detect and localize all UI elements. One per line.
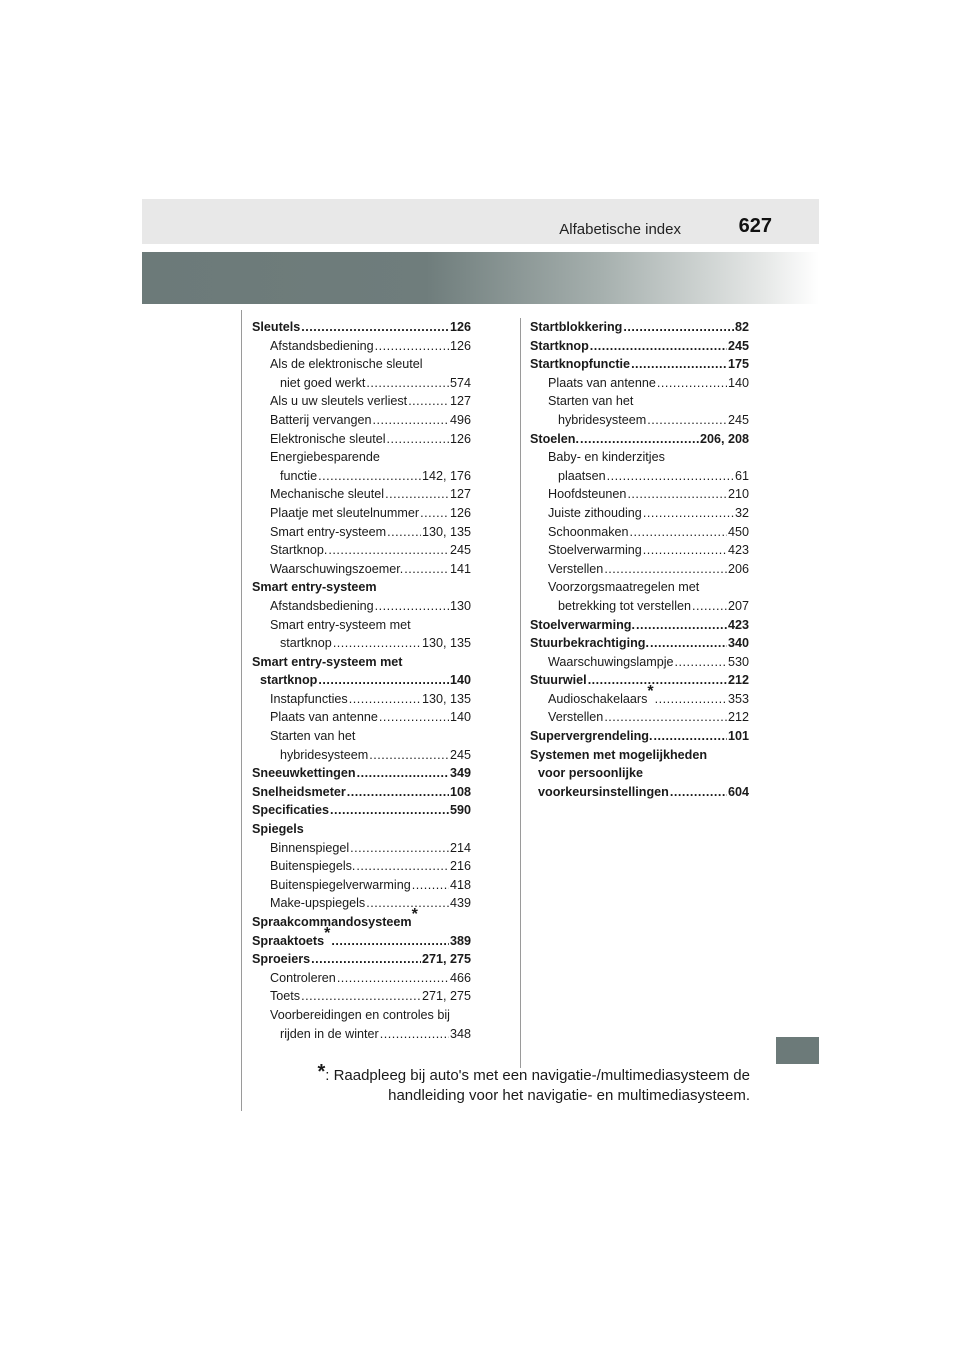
page-reference: 175 xyxy=(727,357,749,372)
leader-dots xyxy=(412,876,449,895)
entry-term: Energiebesparende xyxy=(270,450,380,465)
index-subentry xyxy=(252,560,471,579)
entry-term: voor persoonlijke xyxy=(538,766,643,781)
header-bar xyxy=(142,199,819,244)
leader-dots xyxy=(643,541,727,560)
index-entry xyxy=(252,950,471,969)
index-entry xyxy=(252,318,471,337)
index-subentry xyxy=(252,392,471,411)
entry-term: Als de elektronische sleutel xyxy=(270,357,423,372)
entry-term: Buitenspiegelverwarming xyxy=(270,877,411,892)
page-reference: 108 xyxy=(449,784,471,799)
entry-term: functie xyxy=(280,468,318,483)
index-subentry xyxy=(530,467,749,486)
entry-term: Elektronische sleutel xyxy=(270,431,386,446)
index-entry xyxy=(530,764,749,783)
entry-term: Plaats van antenne xyxy=(270,710,378,725)
index-entry xyxy=(530,355,749,374)
index-column-left xyxy=(252,318,471,1043)
leader-dots xyxy=(385,485,449,504)
leader-dots xyxy=(675,653,727,672)
leader-dots xyxy=(588,671,727,690)
index-subentry xyxy=(252,746,471,765)
page-reference: 212 xyxy=(727,710,749,725)
entry-term: Baby- en kinderzitjes xyxy=(548,450,665,465)
page-reference: 245 xyxy=(727,412,749,427)
leader-dots xyxy=(655,690,727,709)
index-subentry xyxy=(252,1006,471,1025)
entry-term: Stuurwiel xyxy=(530,673,587,688)
entry-term: Controleren xyxy=(270,970,336,985)
page-reference: 140 xyxy=(727,375,749,390)
leader-dots xyxy=(670,783,727,802)
asterisk-marker: * xyxy=(324,924,331,942)
entry-term: Plaatje met sleutelnummer xyxy=(270,505,420,520)
index-subentry xyxy=(252,597,471,616)
leader-dots xyxy=(356,857,449,876)
leader-dots xyxy=(369,746,449,765)
page-reference: 207 xyxy=(727,598,749,613)
entry-term: Stoelen. xyxy=(530,431,579,446)
leader-dots xyxy=(657,374,727,393)
leader-dots xyxy=(366,374,449,393)
entry-term: startknop xyxy=(260,673,318,688)
entry-term: Schoonmaken xyxy=(548,524,629,539)
entry-term: Sneeuwkettingen xyxy=(252,766,356,781)
page-reference: 141 xyxy=(449,561,471,576)
index-entry xyxy=(252,783,471,802)
page-reference: 496 xyxy=(449,412,471,427)
leader-dots xyxy=(387,523,421,542)
index-subentry xyxy=(252,634,471,653)
entry-term: Stoelverwarming. xyxy=(530,617,635,632)
index-entry xyxy=(252,764,471,783)
index-entry xyxy=(252,906,471,932)
entry-term: Smart entry-systeem met xyxy=(270,617,411,632)
page-reference: 604 xyxy=(727,784,749,799)
entry-term: Toets xyxy=(270,989,301,1004)
index-subentry xyxy=(252,690,471,709)
entry-term: Audioschakelaars* xyxy=(548,682,654,706)
entry-term: Als u uw sleutels verliest xyxy=(270,394,408,409)
leader-dots xyxy=(337,969,449,988)
index-entry xyxy=(530,783,749,802)
leader-dots xyxy=(318,467,421,486)
index-subentry xyxy=(530,708,749,727)
index-subentry xyxy=(252,523,471,542)
index-subentry xyxy=(530,411,749,430)
page-number: 627 xyxy=(738,215,772,237)
entry-term: Binnenspiegel xyxy=(270,840,350,855)
entry-term: Waarschuwingslampje xyxy=(548,654,674,669)
entry-term: Buitenspiegels. xyxy=(270,859,356,874)
entry-term: betrekking tot verstellen xyxy=(558,598,692,613)
page-reference: 32 xyxy=(734,505,749,520)
index-entry xyxy=(530,634,749,653)
index-subentry xyxy=(530,392,749,411)
index-subentry xyxy=(252,839,471,858)
index-subentry xyxy=(252,504,471,523)
index-subentry xyxy=(252,448,471,467)
leader-dots xyxy=(590,337,727,356)
page-reference: 127 xyxy=(449,487,471,502)
index-subentry xyxy=(252,876,471,895)
index-entry xyxy=(530,727,749,746)
entry-term: Voorzorgsmaatregelen met xyxy=(548,580,700,595)
leader-dots xyxy=(318,671,449,690)
entry-term: Batterij vervangen xyxy=(270,412,372,427)
chapter-tab-marker xyxy=(776,1037,819,1064)
page-reference: 340 xyxy=(727,636,749,651)
index-entry xyxy=(252,924,471,951)
entry-term: Spraakcommandosysteem* xyxy=(252,906,418,929)
leader-dots xyxy=(301,987,421,1006)
leader-dots xyxy=(366,894,449,913)
entry-term: Startknopfunctie xyxy=(530,357,631,372)
index-entry xyxy=(252,578,471,597)
entry-term: Sleutels xyxy=(252,320,301,334)
index-subentry xyxy=(252,969,471,988)
leader-dots xyxy=(347,783,449,802)
entry-term: niet goed werkt xyxy=(280,375,366,390)
leader-dots xyxy=(373,411,449,430)
leader-dots xyxy=(379,708,449,727)
page-reference: 353 xyxy=(727,691,749,706)
entry-term: Sproeiers xyxy=(252,952,311,967)
entry-term: Voorbereidingen en controles bij xyxy=(270,1007,450,1022)
entry-term: Afstandsbediening xyxy=(270,338,374,353)
page-reference: 127 xyxy=(449,394,471,409)
entry-term: Instapfuncties xyxy=(270,691,348,706)
entry-term: Hoofdsteunen xyxy=(548,487,627,502)
page-reference: 418 xyxy=(449,877,471,892)
leader-dots xyxy=(328,541,449,560)
entry-term: Spraaktoets* xyxy=(252,924,331,948)
page-reference: 130 xyxy=(449,598,471,613)
index-entry xyxy=(252,653,471,672)
entry-term: Startknop xyxy=(530,338,589,353)
page-reference: 348 xyxy=(449,1026,471,1041)
index-entry xyxy=(530,616,749,635)
entry-term: Verstellen xyxy=(548,561,604,576)
leader-dots xyxy=(404,560,449,579)
index-subentry xyxy=(530,578,749,597)
page-reference: 206 xyxy=(727,561,749,576)
page-reference: 245 xyxy=(449,543,471,558)
leader-dots xyxy=(650,634,727,653)
entry-term: Spiegels xyxy=(252,822,304,837)
page-reference: 423 xyxy=(727,543,749,558)
footnote-star: * xyxy=(317,1061,326,1083)
index-subentry xyxy=(252,541,471,560)
entry-term: plaatsen xyxy=(558,468,606,483)
page-reference: 439 xyxy=(449,896,471,911)
page-reference: 245 xyxy=(727,338,749,353)
index-subentry xyxy=(252,430,471,449)
leader-dots xyxy=(349,690,421,709)
index-entry xyxy=(530,337,749,356)
entry-term: Snelheidsmeter xyxy=(252,784,346,799)
entry-term: Smart entry-systeem xyxy=(270,524,387,539)
leader-dots xyxy=(420,504,449,523)
leader-dots xyxy=(408,392,449,411)
entry-term: Stuurbekrachtiging. xyxy=(530,636,649,651)
entry-term: hybridesysteem xyxy=(280,747,369,762)
index-subentry xyxy=(252,708,471,727)
index-subentry xyxy=(252,857,471,876)
entry-term: Juiste zithouding xyxy=(548,505,642,520)
index-subentry xyxy=(530,448,749,467)
index-subentry xyxy=(530,504,749,523)
leader-dots xyxy=(333,634,421,653)
index-entry xyxy=(530,671,749,690)
leader-dots xyxy=(380,1025,449,1044)
column-divider xyxy=(520,318,521,1068)
entry-term: Make-upspiegels xyxy=(270,896,366,911)
leader-dots xyxy=(631,355,727,374)
index-subentry xyxy=(530,597,749,616)
leader-dots xyxy=(311,950,421,969)
index-subentry xyxy=(530,682,749,709)
page-reference: 214 xyxy=(449,840,471,855)
leader-dots xyxy=(604,708,727,727)
page-reference: 466 xyxy=(449,970,471,985)
leader-dots xyxy=(643,504,734,523)
leader-dots xyxy=(623,318,734,337)
entry-term: rijden in de winter xyxy=(280,1026,379,1041)
entry-term: Starten van het xyxy=(548,394,634,409)
page-reference: 126 xyxy=(449,338,471,353)
entry-term: voorkeursinstellingen xyxy=(538,784,669,799)
page-reference: 130, 135 xyxy=(421,636,471,651)
page-reference: 245 xyxy=(449,747,471,762)
page-reference: 140 xyxy=(449,673,471,688)
index-subentry xyxy=(252,411,471,430)
leader-dots xyxy=(357,764,449,783)
index-column-right xyxy=(530,318,749,801)
page-reference: 101 xyxy=(727,729,749,744)
page-reference: 130, 135 xyxy=(421,691,471,706)
page-reference: 212 xyxy=(727,673,749,688)
entry-term: Smart entry-systeem met xyxy=(252,654,403,669)
leader-dots xyxy=(627,485,727,504)
leader-dots xyxy=(630,523,727,542)
leader-dots xyxy=(604,560,727,579)
page-reference: 423 xyxy=(727,617,749,632)
leader-dots xyxy=(607,467,734,486)
index-subentry xyxy=(530,485,749,504)
page-reference: 140 xyxy=(449,710,471,725)
page-reference: 590 xyxy=(449,803,471,818)
leader-dots xyxy=(692,597,727,616)
page-reference: 130, 135 xyxy=(421,524,471,539)
index-subentry xyxy=(252,727,471,746)
leader-dots xyxy=(636,616,727,635)
footnote-line-2: handleiding voor het navigatie- en multimediasysteem. xyxy=(388,1087,750,1104)
index-subentry xyxy=(252,337,471,356)
page-reference: 574 xyxy=(449,375,471,390)
leader-dots xyxy=(330,801,449,820)
section-title: Alfabetische index xyxy=(559,221,681,238)
index-subentry xyxy=(252,355,471,374)
index-subentry xyxy=(530,541,749,560)
entry-term: Specificaties xyxy=(252,803,330,818)
page-reference: 216 xyxy=(449,859,471,874)
entry-term: Systemen met mogelijkheden xyxy=(530,747,708,762)
entry-term: Smart entry-systeem xyxy=(252,580,377,595)
page-reference: 271, 275 xyxy=(421,952,471,967)
index-entry xyxy=(530,430,749,449)
leader-dots xyxy=(350,839,449,858)
index-entry xyxy=(530,746,749,765)
index-entry xyxy=(252,671,471,690)
entry-term: Supervergrendeling. xyxy=(530,729,653,744)
entry-term: Startblokkering xyxy=(530,320,623,334)
index-subentry xyxy=(252,467,471,486)
footnote-line-1: *: Raadpleeg bij auto's met een navigatie-/multimediasysteem de xyxy=(317,1061,750,1084)
page-reference: 61 xyxy=(734,468,749,483)
leader-dots xyxy=(375,337,449,356)
index-subentry xyxy=(252,987,471,1006)
index-entry xyxy=(530,318,749,337)
entry-term: Verstellen xyxy=(548,710,604,725)
page-reference: 349 xyxy=(449,766,471,781)
page-reference: 271, 275 xyxy=(421,989,471,1004)
leader-dots xyxy=(387,430,449,449)
index-subentry xyxy=(530,523,749,542)
index-subentry xyxy=(252,894,471,913)
footnote xyxy=(300,1061,750,1106)
leader-dots xyxy=(331,932,449,951)
page-reference: 126 xyxy=(449,320,471,334)
leader-dots xyxy=(647,411,727,430)
index-subentry xyxy=(530,560,749,579)
leader-dots xyxy=(653,727,727,746)
index-subentry xyxy=(252,616,471,635)
index-subentry xyxy=(252,1025,471,1044)
leader-dots xyxy=(301,318,449,337)
page-reference: 126 xyxy=(449,505,471,520)
page-reference: 389 xyxy=(449,933,471,948)
page-reference: 206, 208 xyxy=(699,431,749,446)
leader-dots xyxy=(375,597,449,616)
index-subentry xyxy=(530,374,749,393)
entry-term: Startknop. xyxy=(270,543,328,558)
asterisk-marker: * xyxy=(647,682,654,700)
entry-term: Mechanische sleutel xyxy=(270,487,385,502)
section-banner xyxy=(142,252,819,304)
entry-term: Plaats van antenne xyxy=(548,375,656,390)
page-reference: 210 xyxy=(727,487,749,502)
index-subentry xyxy=(252,485,471,504)
index-entry xyxy=(252,801,471,820)
page-reference: 530 xyxy=(727,654,749,669)
index-entry xyxy=(252,820,471,839)
entry-term: Starten van het xyxy=(270,729,356,744)
entry-term: Stoelverwarming xyxy=(548,543,642,558)
leader-dots xyxy=(580,430,699,449)
entry-term: startknop xyxy=(280,636,332,651)
asterisk-marker: * xyxy=(411,906,418,923)
entry-term: hybridesysteem xyxy=(558,412,647,427)
page-reference: 82 xyxy=(734,320,749,334)
index-subentry xyxy=(252,374,471,393)
entry-term: Afstandsbediening xyxy=(270,598,374,613)
page-reference: 126 xyxy=(449,431,471,446)
page-reference: 450 xyxy=(727,524,749,539)
index-subentry xyxy=(530,653,749,672)
entry-term: Waarschuwingszoemer. xyxy=(270,561,404,576)
page-reference: 142, 176 xyxy=(421,468,471,483)
left-margin-rule xyxy=(241,310,242,1111)
